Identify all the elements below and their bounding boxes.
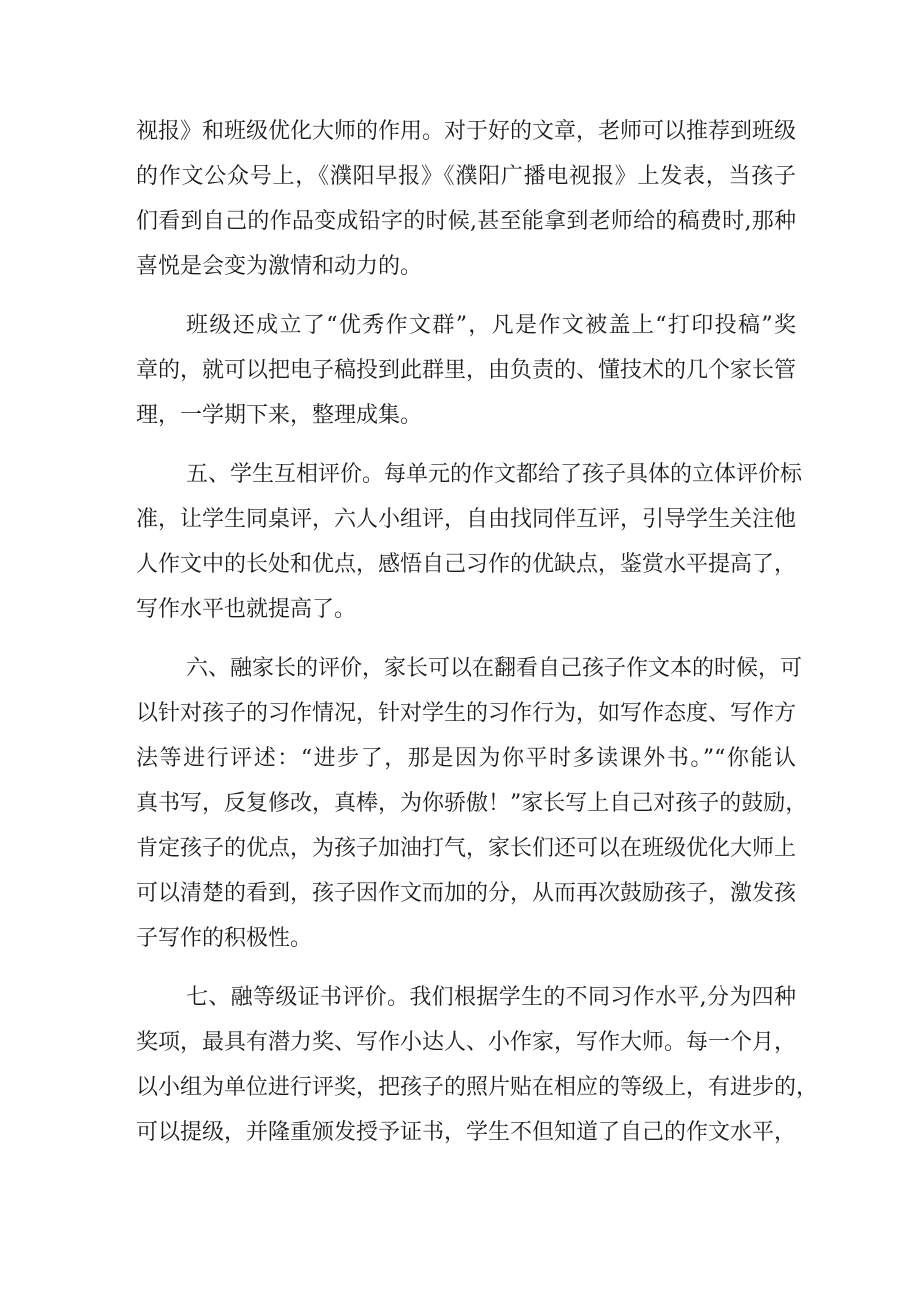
text-line: 可以提级，并隆重颁发授予证书，学生不但知道了自己的作文水平， — [136, 1120, 797, 1145]
text-line: 以针对孩子的习作情况，针对学生的习作行为，如写作态度、写作方 — [136, 701, 797, 726]
text-line: 五、学生互相评价。每单元的作文都给了孩子具体的立体评价标 — [186, 462, 803, 487]
text-line: 肯定孩子的优点，为孩子加油打气，家长们还可以在班级优化大师上 — [136, 836, 797, 861]
text-line: 人作文中的长处和优点，感悟自己习作的优缺点，鉴赏水平提高了， — [136, 552, 797, 577]
text-line: 视报》和班级优化大师的作用。对于好的文章，老师可以推荐到班级 — [136, 119, 797, 144]
text-line: 章的，就可以把电子稿投到此群里，由负责的、懂技术的几个家长管 — [136, 358, 797, 383]
text-line: 六、融家长的评价，家长可以在翻看自己孩子作文本的时候，可 — [186, 656, 803, 681]
text-line: 班级还成立了“优秀作文群”，凡是作文被盖上“打印投稿”奖 — [186, 313, 796, 338]
text-line: 们看到自己的作品变成铅字的时候,甚至能拿到老师给的稿费时,那种 — [136, 209, 796, 234]
text-line: 法等进行评述：“进步了，那是因为你平时多读课外书。”“你能认 — [136, 746, 796, 771]
text-line: 准，让学生同桌评，六人小组评，自由找同伴互评，引导学生关注他 — [136, 507, 797, 532]
text-line: 七、融等级证书评价。我们根据学生的不同习作水平,分为四种 — [186, 985, 796, 1010]
text-line: 以小组为单位进行评奖，把孩子的照片贴在相应的等级上，有进步的， — [136, 1075, 819, 1100]
text-line: 奖项，最具有潜力奖、写作小达人、小作家，写作大师。每一个月， — [136, 1030, 797, 1055]
text-line: 真书写，反复修改，真棒，为你骄傲！”家长写上自己对孩子的鼓励， — [136, 791, 808, 816]
text-line: 理，一学期下来，整理成集。 — [136, 403, 423, 428]
text-line: 的作文公众号上，《濮阳早报》《濮阳广播电视报》上发表，当孩子 — [136, 164, 796, 189]
text-line: 可以清楚的看到，孩子因作文而加的分，从而再次鼓励孩子，激发孩 — [136, 881, 797, 906]
text-line: 喜悦是会变为激情和动力的。 — [136, 254, 423, 279]
text-line: 写作水平也就提高了。 — [136, 597, 357, 622]
text-line: 子写作的积极性。 — [136, 926, 313, 951]
